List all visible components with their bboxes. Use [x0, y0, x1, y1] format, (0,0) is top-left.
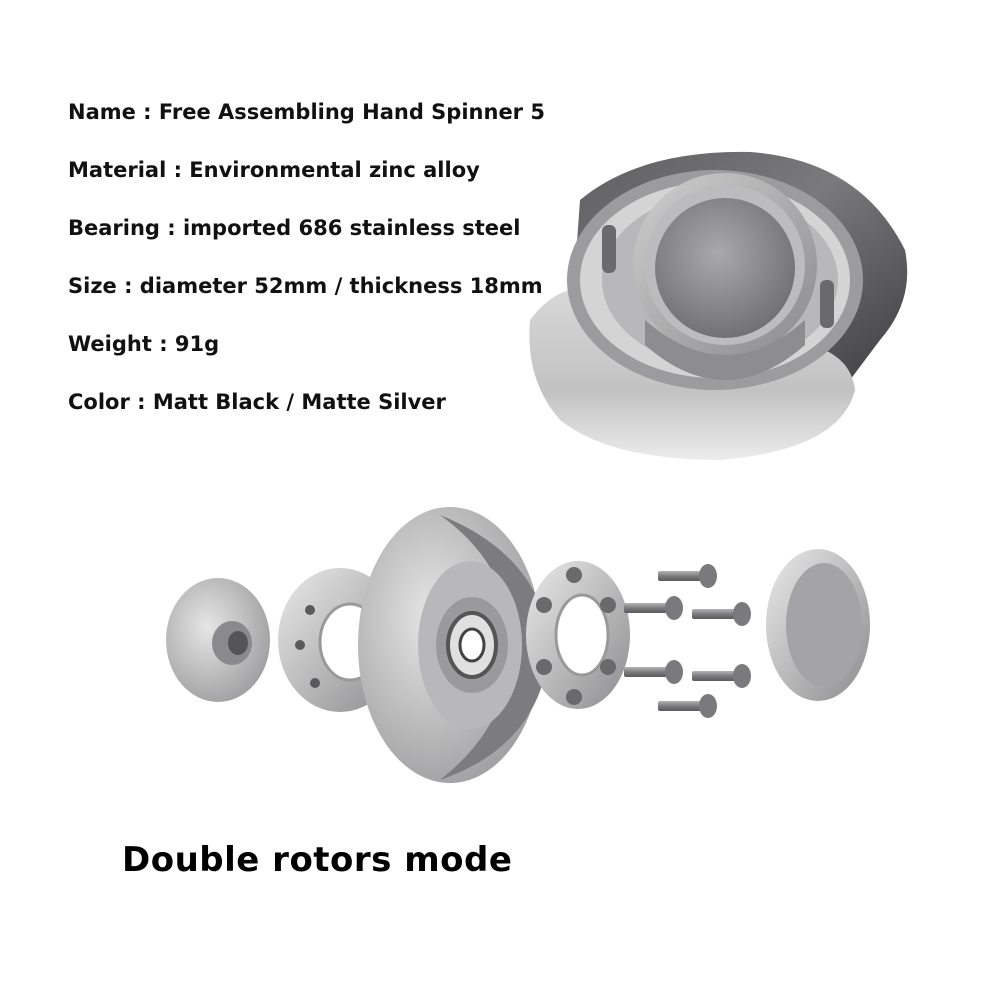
spec-material: Material : Environmental zinc alloy: [68, 158, 480, 182]
mode-caption: Double rotors mode: [122, 840, 513, 880]
spec-weight: Weight : 91g: [68, 332, 220, 356]
center-bearing-part: [436, 597, 508, 693]
spec-bearing: Bearing : imported 686 stainless steel: [68, 216, 521, 240]
end-disc-part: [166, 578, 270, 702]
end-cap-part: [766, 549, 870, 701]
spec-name: Name : Free Assembling Hand Spinner 5: [68, 100, 545, 124]
assembled-spinner-image: [520, 130, 920, 490]
spec-list: [68, 96, 545, 444]
spec-size: Size : diameter 52mm / thickness 18mm: [68, 274, 543, 298]
exploded-parts-image: [150, 495, 890, 815]
bearing-plate-part: [526, 561, 630, 709]
screw-set-part: [624, 564, 751, 718]
spec-color: Color : Matt Black / Matte Silver: [68, 390, 446, 414]
